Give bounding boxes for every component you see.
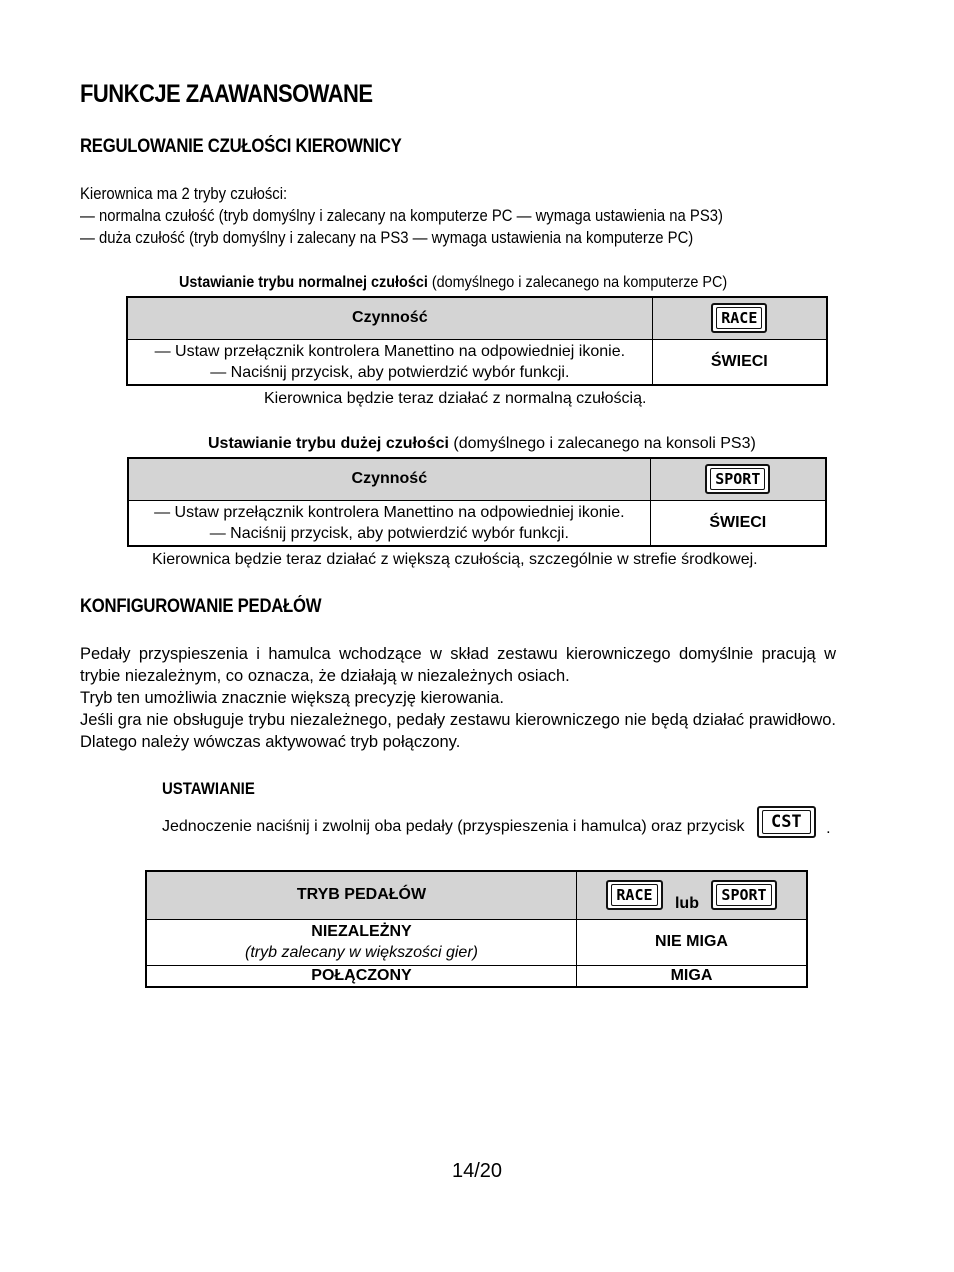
independent-mode-note: (tryb zalecany w większości gier) — [245, 944, 478, 961]
page-title: FUNKCJE ZAAWANSOWANE — [80, 80, 373, 108]
table2-note: Kierownica będzie teraz działać z większą czułością, szczególnie w strefie środkowej. — [152, 551, 758, 568]
table2-status: ŚWIECI — [650, 500, 826, 546]
table1-header-badge-cell — [652, 297, 827, 339]
table3-header-mode: TRYB PEDAŁÓW — [146, 871, 576, 919]
pedals-para-3: Jeśli gra nie obsługuje trybu niezależnego, pedały zestawu kierowniczego nie będą działać prawidłowo. Dlatego należy wówczas aktywować tryb połączony. — [80, 711, 836, 751]
pedal-mode-table — [145, 870, 808, 988]
sport-mode-icon — [711, 880, 776, 910]
sensitivity-intro — [80, 183, 791, 249]
sport-badge-label: SPORT — [710, 468, 765, 490]
table1-status: ŚWIECI — [652, 339, 827, 385]
or-label: lub — [674, 895, 699, 913]
table3-header-badges — [576, 871, 807, 919]
table2-caption-bold: Ustawianie trybu dużej czułości — [208, 435, 449, 452]
intro-line: — normalna czułość (tryb domyślny i zalecany na komputerze PC — wymaga ustawienia na PS3) — [80, 207, 723, 225]
pedals-para-1: Pedały przyspieszenia i hamulca wchodzące w skład zestawu kierowniczego domyślnie pracują w trybie niezależnym, co oznacza, że działają w niezależnych osiach. — [80, 645, 836, 685]
setup-instruction — [162, 806, 852, 838]
cst-button-icon — [757, 806, 816, 838]
high-sensitivity-table — [127, 457, 827, 547]
pedals-para-2: Tryb ten umożliwia znacznie większą precyzję kierowania. — [80, 689, 504, 707]
independent-mode-status: NIE MIGA — [576, 919, 807, 965]
section-heading-sensitivity: REGULOWANIE CZUŁOŚCI KIEROWNICY — [80, 136, 402, 157]
setup-subheading: USTAWIANIE — [162, 779, 255, 798]
table1-header-action: Czynność — [127, 297, 652, 339]
table2-caption-rest: (domyślnego i zalecanego na konsoli PS3) — [448, 435, 756, 452]
table1-note: Kierownica będzie teraz działać z normalną czułością. — [264, 390, 647, 407]
section-heading-pedals: KONFIGUROWANIE PEDAŁÓW — [80, 596, 322, 617]
table2-step-2: — Naciśnij przycisk, aby potwierdzić wybór funkcji. — [209, 524, 569, 542]
intro-line: Kierownica ma 2 tryby czułości: — [80, 185, 288, 203]
combined-mode-label: POŁĄCZONY — [146, 965, 576, 987]
table1-action-cell — [127, 339, 652, 385]
setup-instruction-text: Jednoczenie naciśnij i zwolnij oba pedały (przyspieszenia i hamulca) oraz przycisk — [162, 818, 745, 835]
table1-caption-bold: Ustawianie trybu normalnej czułości — [179, 274, 428, 291]
table2-caption — [208, 435, 756, 453]
table2-step-1: — Ustaw przełącznik kontrolera Manettino na odpowiedniej ikonie. — [154, 503, 625, 521]
table1-caption — [179, 274, 727, 292]
table3-row1-mode-cell — [146, 919, 576, 965]
table1-step-2: — Naciśnij przycisk, aby potwierdzić wybór funkcji. — [210, 363, 570, 381]
sport-mode-icon — [705, 464, 770, 494]
independent-mode-label: NIEZALEŻNY — [311, 923, 412, 940]
pedals-description — [80, 643, 836, 753]
table2-header-action: Czynność — [128, 458, 650, 500]
table2-action-cell — [128, 500, 650, 546]
intro-line: — duża czułość (tryb domyślny i zalecany na PS3 — wymaga ustawienia na komputerze PC) — [80, 229, 694, 247]
combined-mode-status: MIGA — [576, 965, 807, 987]
cst-badge-label: CST — [762, 810, 811, 834]
table1-caption-rest: (domyślnego i zalecanego na komputerze PC) — [427, 274, 728, 291]
normal-sensitivity-table — [126, 296, 828, 386]
setup-instruction-end: . — [826, 820, 831, 837]
race-badge-label: RACE — [611, 884, 657, 906]
sport-badge-label: SPORT — [716, 884, 771, 906]
race-badge-label: RACE — [716, 307, 762, 329]
race-mode-icon — [711, 303, 767, 333]
page-number: 14/20 — [451, 1160, 503, 1182]
table2-header-badge-cell — [650, 458, 826, 500]
race-mode-icon — [606, 880, 662, 910]
table1-step-1: — Ustaw przełącznik kontrolera Manettino na odpowiedniej ikonie. — [154, 342, 626, 360]
